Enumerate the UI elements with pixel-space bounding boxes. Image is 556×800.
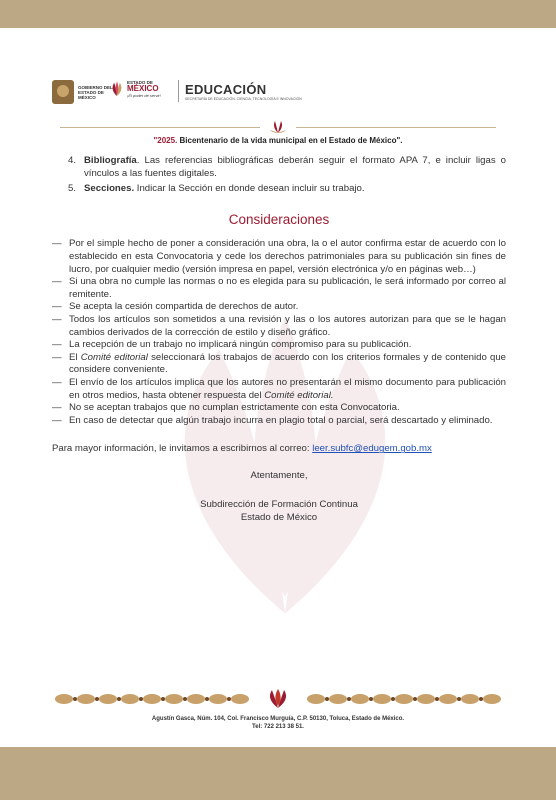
item-number: 4. — [68, 155, 77, 166]
footer-address: Agustín Gasca, Núm. 104, Col. Francisco Murguía, C.P. 50130, Toluca, Estado de México. — [151, 716, 405, 722]
consideration-item: — El Comité editorial seleccionará los trabajos de acuerdo con los criterios formales y de contenido que considere conveniente. — [52, 351, 506, 376]
info-text: Para mayor información, le invitamos a escribirnos al correo: — [52, 443, 313, 455]
consideration-item: — Por el simple hecho de poner a consideración una obra, la o el autor confirma estar de acuerdo con lo establecido en esta Convocatoria y cede los derechos patrimoniales para su publicación sin fines de lucro, por cualquier medio (versión impresa en papel, versión electrónica y/o en páginas web…) — [52, 238, 506, 275]
ornament-flower-icon — [268, 120, 288, 134]
consideration-item: — En caso de detectar que algún trabajo incurra en plagio total o parcial, será descartado y eliminado. — [52, 414, 493, 426]
educacion-logo — [172, 80, 302, 102]
consideration-text: La recepción de un trabajo no implicará ningún compromiso para su publicación. — [69, 339, 412, 351]
closing-text: Atentamente, — [250, 469, 308, 481]
edomex-logo — [110, 80, 161, 98]
consideration-emphasis: Comité editorial. — [264, 389, 334, 401]
consideration-text: En caso de detectar que algún trabajo incurra en plagio total o parcial, será descartado y eliminado. — [69, 414, 493, 426]
state-seal-icon — [52, 80, 74, 104]
top-band — [0, 0, 556, 28]
consideration-item: — La recepción de un trabajo no implicará ningún compromiso para su publicación. — [52, 339, 412, 351]
logo-divider — [178, 80, 179, 102]
signature-block — [52, 499, 506, 524]
header-rule-right — [296, 127, 496, 128]
numbered-item — [52, 155, 506, 180]
item-text: Indicar la Sección en donde desean incluir su trabajo. — [134, 183, 365, 195]
motto-line — [0, 136, 556, 145]
signature-line2: Estado de México — [240, 512, 318, 524]
bottom-band — [0, 747, 556, 800]
gobierno-logo — [52, 80, 113, 104]
footer-ornament-icon — [52, 689, 504, 709]
item-number: 5. — [68, 183, 77, 195]
header-rule-left — [60, 127, 260, 128]
edomex-big-text: MÉXICO — [127, 84, 159, 93]
consideration-item: — No se aceptan trabajos que no cumplan estrictamente con esta Convocatoria. — [52, 402, 400, 414]
consideration-text: Todos los artículos son sometidos a una revisión y las o los autores autorizan para que se le hagan cambios derivados de la corrección de estilo y diseño gráfico. — [69, 313, 506, 338]
motto-text: Bicentenario de la vida municipal en el Estado de México". — [177, 136, 403, 145]
gob-line3: MÉXICO — [78, 94, 96, 100]
gob-line2: ESTADO DE — [78, 89, 104, 95]
email-link[interactable]: leer.subfc@edugem.gob.mx — [312, 443, 432, 455]
consideration-item: — El envío de los artículos implica que los autores no presentarán el mismo documento para publicación en otros medios, hasta obtener respuesta del Comité editorial. — [52, 376, 506, 401]
consideration-item: — Si una obra no cumple las normas o no es elegida para su publicación, le será informado por correo al remitente. — [52, 276, 506, 300]
edomex-flower-icon — [110, 80, 124, 98]
consideration-item: — Todos los artículos son sometidos a una revisión y las o los autores autorizan para que se le hagan cambios derivados de la corrección de estilo y diseño gráfico. — [52, 313, 506, 338]
edomex-small-text: ESTADO DE — [127, 80, 153, 85]
consideration-text: Se acepta la cesión compartida de derechos de autor. — [69, 301, 299, 313]
footer-address-block — [0, 715, 556, 731]
numbered-item — [52, 183, 506, 196]
educacion-title: EDUCACIÓN — [185, 81, 267, 97]
consideration-emphasis: Comité editorial — [80, 351, 148, 363]
consideration-text: seleccionará los trabajos de acuerdo con los criterios formales y de contenido que considere conveniente. — [69, 351, 506, 376]
info-paragraph — [52, 443, 506, 456]
gob-line1: GOBIERNO DEL — [78, 84, 113, 90]
item-bold: Secciones. — [84, 183, 135, 195]
section-title: Consideraciones — [228, 211, 330, 227]
consideration-text: Si una obra no cumple las normas o no es elegida para su publicación, le será informado por correo al remitente. — [69, 276, 506, 300]
edomex-slogan: ¡El poder de servir! — [127, 93, 161, 98]
item-text: . Las referencias bibliográficas deberán seguir el formato APA 7, e incluir ligas o vínculos a las fuentes digitales. — [84, 155, 506, 179]
motto-year: "2025. — [153, 136, 178, 145]
item-bold: Bibliografía — [84, 155, 137, 166]
consideration-text: El envío de los artículos implica que los autores no presentarán el mismo documento para publicación en otros medios, hasta obtener respuesta del — [69, 376, 506, 401]
educacion-subtitle: SECRETARÍA DE EDUCACIÓN, CIENCIA, TECNOLOGÍA E INNOVACIÓN — [185, 96, 302, 101]
signature-line1: Subdirección de Formación Continua — [200, 499, 358, 511]
consideration-text: No se aceptan trabajos que no cumplan estrictamente con esta Convocatoria. — [69, 402, 400, 414]
document-body — [52, 155, 506, 525]
header-logos — [52, 80, 512, 110]
footer-phone: Tel: 722 213 38 51. — [252, 724, 304, 730]
consideration-text: El — [69, 351, 81, 363]
consideration-text: Por el simple hecho de poner a consideración una obra, la o el autor confirma estar de acuerdo con lo establecido en esta Convocatoria y cede los derechos patrimoniales para su publicación sin fines de lucro, por cualquier medio (versión impresa en papel, versión electrónica y/o en páginas web…) — [69, 238, 506, 275]
consideration-item: — Se acepta la cesión compartida de derechos de autor. — [52, 301, 299, 313]
